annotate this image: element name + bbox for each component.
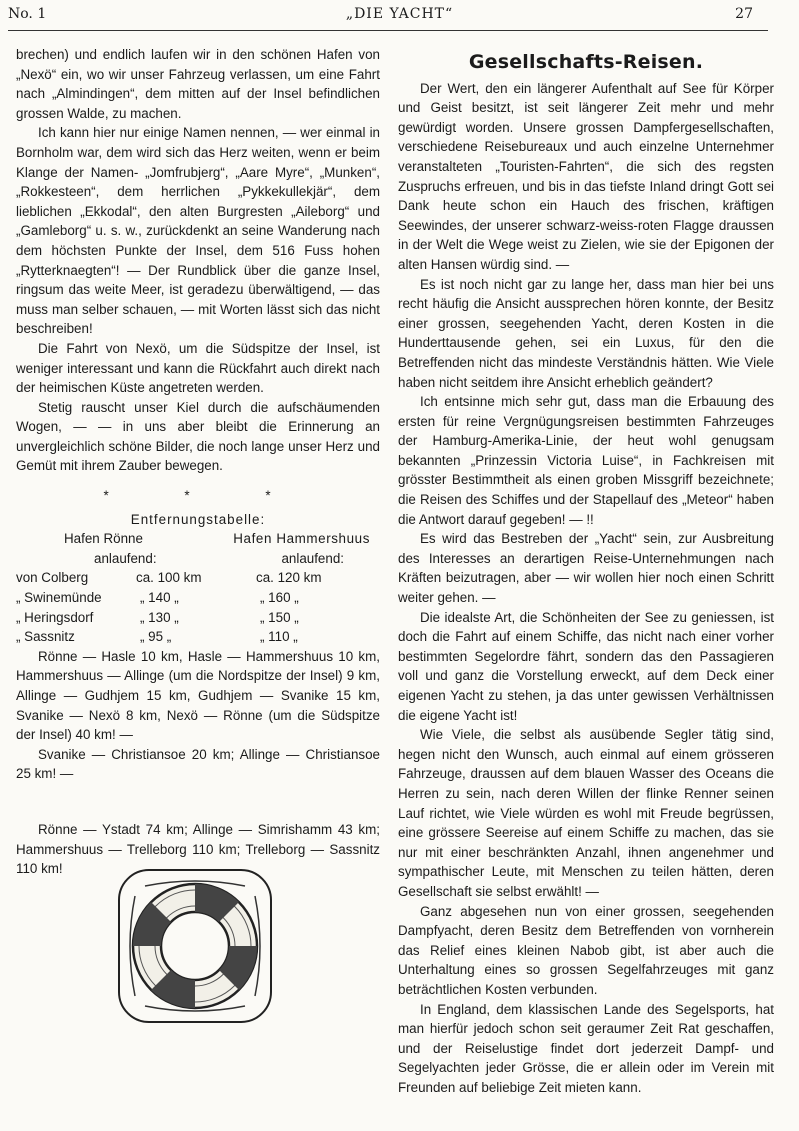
table-cell-ronne: ca. 100 km [136, 570, 202, 586]
paragraph: Es wird das Bestreben der „Yacht“ sein, zur Ausbreitung des Interesses an derartigen Reise-Unternehmungen nach Kräften beizutragen, aber — wir wollen hier noch einen Schritt weiter gehen. — [398, 531, 774, 606]
table-row [16, 627, 380, 647]
distances-paragraph: Rönne — Hasle 10 km, Hasle — Hammershuus 10 km, Hammershuus — Allinge (um die Nordspitze der Insel) 9 km, Allinge — Gudhjem 15 km, Gudhjem — Svanike 15 km, Svanike — Nexö 8 km, Nexö — Rönne (um die Südspitze der Insel) 40 km! — [16, 648, 380, 743]
paragraph: Wie Viele, die selbst als ausübende Segler tätig sind, hegen nicht den Wunsch, auch einmal auf einem grösseren Fahrzeuge, draussen auf dem blauen Wasser des Oceans die Herren zu sein, nach deren Willen der flinke Renner seinen Lauf richtet, wie Viele würden es wohl mit Freude begrüssen, eine grössere Seereise auf einem Schiffe zu machen, das sie nur mit einer beschränkten Anzahl, ihnen angenehmer und sympathischer Leute, mit Menschen zu teilen hätten, deren Gesellschaft sie selbst erwählt! — [398, 727, 774, 899]
table-cell-place: „ Swinemünde [16, 590, 102, 606]
table-cell-hammershuus: „ 110 „ [260, 629, 298, 645]
article-title: Gesellschafts-Reisen. [468, 51, 704, 73]
column-subheader-a: anlaufend: [94, 550, 157, 566]
column-header-hammershuus: Hafen Hammershuus [233, 531, 370, 547]
paragraph: Ich entsinne mich sehr gut, dass man die Erbauung des ersten für reine Vergnügungsreisen bestimmten Fahrzeuges der Hamburg-Amerika-Linie, der heut wohl genugsam bekannten „Prinzessin Victoria Luise“, in Fachkreisen mit grösster Bestimmtheit als einen groben Missgriff bezeichnete; die Reisen des Schiffes und der Stapellauf des „Meteor“ haben die Antwort darauf gegeben! — !! [398, 394, 774, 527]
paragraph: Stetig rauscht unser Kiel durch die aufschäumenden Wogen, — — in uns aber bleibt die Erinnerung an unvergleichlich schöne Bilder, die noch lange unser Herz und Gemüt mit ihrem Zauber bewegen. [16, 399, 380, 474]
paragraph: Die idealste Art, die Schönheiten der See zu geniessen, ist doch die Fahrt auf einem Schiffe, das nicht nach einer vorher bestimmten Segelordre fährt, sondern das den Passagieren voll und ganz die Vorstellung erweckt, auf dem Deck einer eigenen Yacht zu stehen, ja das unter gewissen Verhältnissen die eigene Yacht ist! [398, 609, 774, 723]
section-divider: * * * [103, 488, 307, 504]
table-row [16, 568, 380, 588]
distance-table [16, 568, 380, 646]
distances-paragraph: Rönne — Ystadt 74 km; Allinge — Simrishamm 43 km; Hammershuus — Trelleborg 110 km; Trelleborg — Sassnitz 110 km! [16, 821, 380, 877]
table-cell-hammershuus: „ 160 „ [260, 590, 299, 606]
paragraph: Ich kann hier nur einige Namen nennen, — wer einmal in Bornholm war, dem wird sich das Herz weiten, wenn er beim Klange der Namen- „Jomfrubjerg“, „Aare Myre“, „Munken“, „Rokkesteen“, dem herrlichen „Pykkekullekjär“, dem lieblichen „Ekkodal“, den alten Burgresten „Aileborg“ und „Gamleborg“ u. s. w., zurückdenkt an seine Wanderung nach dem höchsten Punkte der Insel, dem 516 Fuss hohen „Rytterknaegten“! — Der Rundblick über die ganze Insel, ringsum das weite Meer, ist geradezu überwältigend, — das muss man selber schauen, — mit Worten lässt sich das nicht beschreiben! [16, 125, 380, 337]
left-column [16, 45, 380, 879]
lifebuoy-illustration [115, 866, 275, 1026]
table-cell-ronne: „ 140 „ [140, 590, 179, 606]
header-rule [8, 30, 768, 31]
table-cell-place: „ Heringsdorf [16, 609, 94, 625]
distances-paragraph: Svanike — Christiansoe 20 km; Allinge — Christiansoe 25 km! — [16, 746, 380, 782]
page-number: 27 [735, 6, 753, 22]
issue-number: No. 1 [8, 6, 47, 22]
table-cell-ronne: „ 95 „ [140, 629, 172, 645]
table-cell-place: „ Sassnitz [16, 629, 75, 645]
paragraph: Der Wert, den ein längerer Aufenthalt auf See für Körper und Geist besitzt, ist seit längerer Zeit mehr und mehr gewürdigt worden. Unsere grossen Dampfergesellschaften, verschiedene Reisebureaux und auch einzelne Unternehmer veranstalteten „Touristen-Fahrten“, die sich des regsten Zuspruchs erfreuen, und bis in das tiefste Inland dringt Gott sei Dank heute schon ein Hauch des frischen, kräftigen Seewindes, der unserer schwarz-weiss-roten Flagge draussen in der Welt die Wege weist zu Zielen, wie sie der Epigonen der alten Hansen würdig sind. — [398, 80, 774, 272]
distance-table-title: Entfernungstabelle: [130, 511, 266, 527]
column-header-ronne: Hafen Rönne [64, 531, 143, 547]
paragraph: brechen) und endlich laufen wir in den schönen Hafen von „Nexö“ ein, wo wir unser Fahrzeug verlassen, um eine Fahrt nach „Almindingen“, dem mitten auf der Insel befindlichen grossen Walde, zu machen. [16, 47, 380, 121]
column-subheader-b: anlaufend: [281, 550, 344, 566]
paragraph: Es ist noch nicht gar zu lange her, dass man hier bei uns recht häufig die Ansicht aussprechen hören konnte, der Besitz einer grossen, seegehenden Yacht, deren Kosten in die Hunderttausende gehen, sei ein Luxus, für den die Betreffenden nicht das mindeste Verständnis hätten. Wie Viele haben nicht seitdem ihre Ansicht erheblich geändert? [398, 276, 774, 390]
table-row [16, 588, 380, 608]
paragraph: Die Fahrt von Nexö, um die Südspitze der Insel, ist weniger interessant und kann die Rückfahrt auch direkt nach der heimischen Küste angetreten werden. [16, 340, 380, 396]
distance-table-header [16, 529, 380, 549]
table-cell-hammershuus: ca. 120 km [256, 570, 322, 586]
journal-title: „DIE YACHT“ [345, 6, 454, 22]
table-cell-ronne: „ 130 „ [140, 609, 179, 625]
paragraph: In England, dem klassischen Lande des Segelsports, hat man hierfür jedoch schon seit geraumer Zeit Rat geschaffen, und der Reiselustige findet dort jederzeit Dampf- und Segelyachten jeder Grösse, die er allein oder im Verein mit Freunden auf beliebige Zeit mieten kann. [398, 1001, 774, 1095]
distance-table-subheader [16, 549, 380, 569]
paragraph: Ganz abgesehen nun von einer grossen, seegehenden Dampfyacht, deren Besitz dem Betreffenden von vornherein das Relief eines kleinen Nabob gibt, ist aber auch die Unterhaltung eines so grossen Segelfahrzeuges mit ganz beträchtlichen Kosten verbunden. [398, 903, 774, 997]
table-cell-place: von Colberg [16, 570, 89, 586]
right-column [398, 45, 774, 1097]
table-cell-hammershuus: „ 150 „ [260, 609, 299, 625]
table-row [16, 608, 380, 628]
